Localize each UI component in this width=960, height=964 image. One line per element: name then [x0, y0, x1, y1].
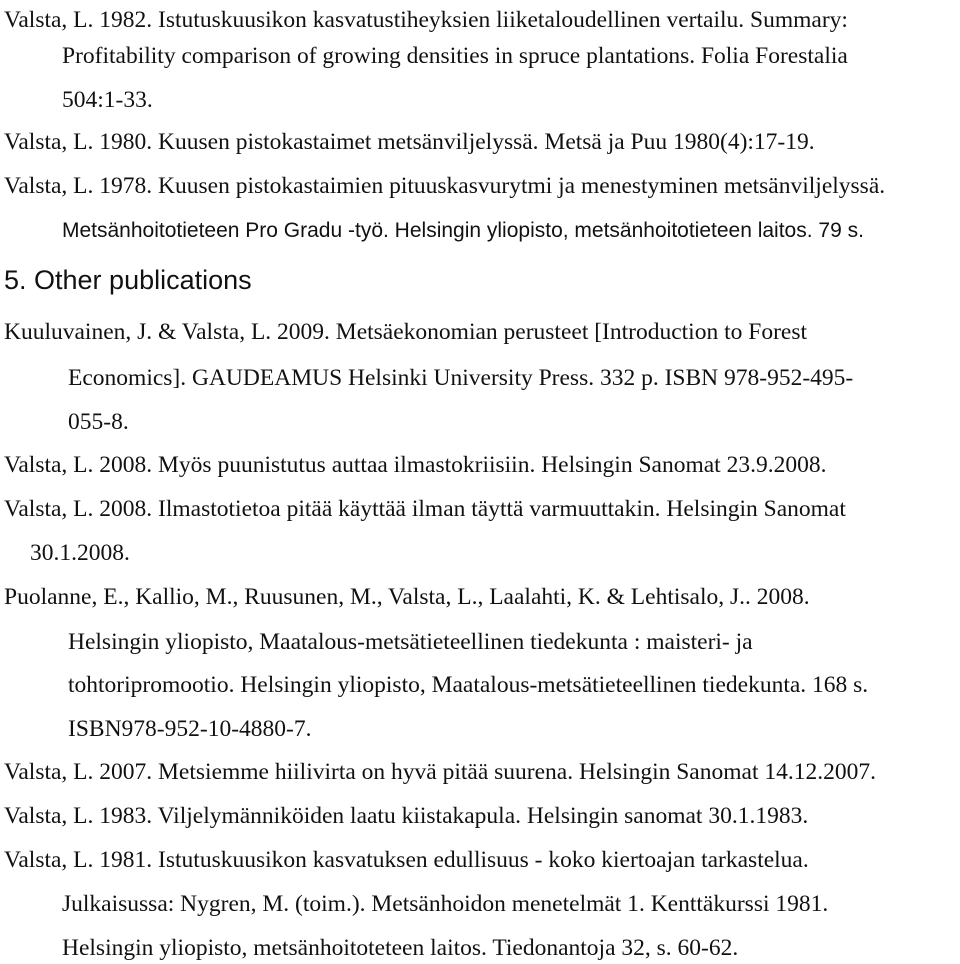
reference-line: Helsingin yliopisto, Maatalous-metsätieteellinen tiedekunta : maisteri- ja: [68, 629, 753, 655]
section-heading: 5. Other publications: [4, 265, 252, 295]
reference-line: ISBN978-952-10-4880-7.: [68, 716, 312, 742]
reference-line: Valsta, L. 1980. Kuusen pistokastaimet metsänviljelyssä. Metsä ja Puu 1980(4):17-19.: [4, 129, 815, 155]
reference-line: Valsta, L. 2008. Myös puunistutus auttaa ilmastokriisiin. Helsingin Sanomat 23.9.2008.: [4, 452, 827, 478]
reference-line: Economics]. GAUDEAMUS Helsinki University Press. 332 p. ISBN 978-952-495-: [68, 365, 854, 391]
reference-line: tohtoripromootio. Helsingin yliopisto, Maatalous-metsätieteellinen tiedekunta. 168 s.: [68, 672, 869, 698]
reference-line: Metsänhoitotieteen Pro Gradu -työ. Helsingin yliopisto, metsänhoitotieteen laitos. 79 s.: [62, 219, 864, 242]
reference-line: Helsingin yliopisto, metsänhoitoteteen laitos. Tiedonantoja 32, s. 60-62.: [62, 935, 739, 961]
reference-line: 30.1.2008.: [30, 540, 130, 566]
reference-line: Valsta, L. 1981. Istutuskuusikon kasvatuksen edullisuus - koko kiertoajan tarkastelua.: [4, 847, 809, 873]
reference-line: Valsta, L. 2008. Ilmastotietoa pitää käyttää ilman täyttä varmuuttakin. Helsingin Sanomat: [4, 496, 846, 522]
reference-line: Valsta, L. 1983. Viljelymänniköiden laatu kiistakapula. Helsingin sanomat 30.1.1983.: [4, 803, 809, 829]
reference-line: 055-8.: [68, 409, 129, 435]
reference-line: Valsta, L. 2007. Metsiemme hiilivirta on hyvä pitää suurena. Helsingin Sanomat 14.12.2007.: [4, 759, 876, 785]
reference-line: Julkaisussa: Nygren, M. (toim.). Metsänhoidon menetelmät 1. Kenttäkurssi 1981.: [62, 891, 829, 917]
reference-line: Profitability comparison of growing densities in spruce plantations. Folia Forestalia: [62, 43, 848, 69]
reference-line: Kuuluvainen, J. & Valsta, L. 2009. Metsäekonomian perusteet [Introduction to Forest: [4, 319, 807, 345]
reference-line: Puolanne, E., Kallio, M., Ruusunen, M., Valsta, L., Laalahti, K. & Lehtisalo, J.. 2008.: [4, 584, 810, 610]
reference-line: Valsta, L. 1978. Kuusen pistokastaimien pituuskasvurytmi ja menestyminen metsänviljelyssä.: [4, 173, 886, 199]
reference-line: Valsta, L. 1982. Istutuskuusikon kasvatustiheyksien liiketaloudellinen vertailu. Summary:: [4, 7, 848, 33]
reference-line: 504:1-33.: [62, 87, 153, 113]
